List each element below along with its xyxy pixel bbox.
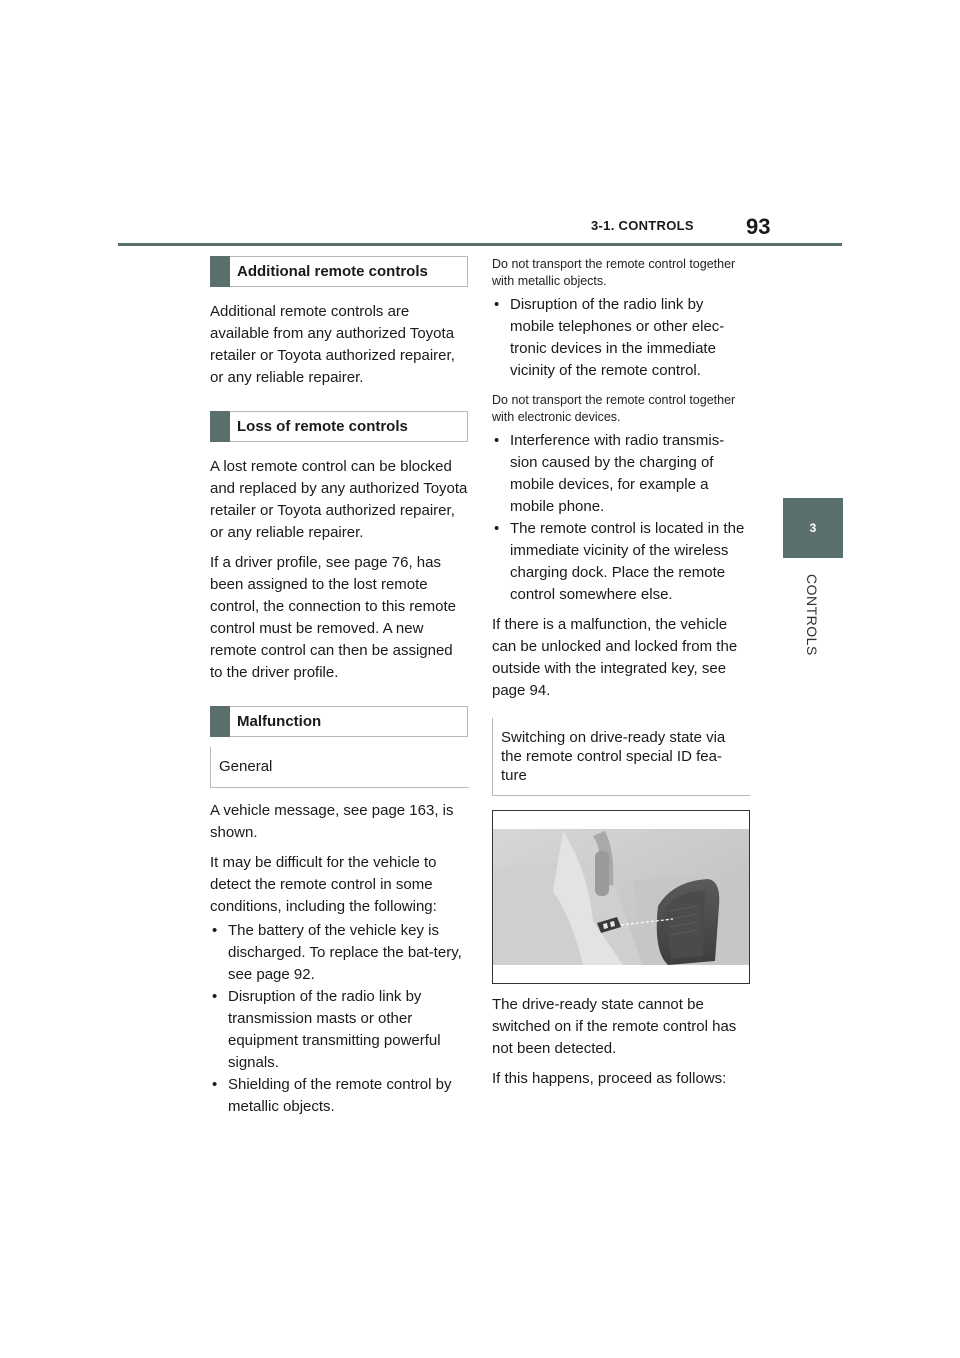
list-item: • Shielding of the remote control by metallic objects.	[210, 1074, 468, 1118]
paragraph: Additional remote controls are available from any authorized Toyota retailer or Toyota authorized repairer, or any reliable repairer.	[210, 303, 455, 386]
chapter-label: CONTROLS	[804, 574, 820, 656]
subheading-drive-ready: Switching on drive-ready state via the remote control special ID fea-ture	[492, 718, 750, 796]
list-item: • The battery of the vehicle key is discharged. To replace the bat-tery, see page 92.	[210, 920, 468, 986]
section-title: 3-1. CONTROLS	[591, 218, 694, 233]
heading-marker	[210, 706, 230, 737]
heading-additional-remote-controls	[210, 256, 468, 287]
list-item: • Disruption of the radio link by transmission masts or other equipment transmitting powerful signals.	[210, 986, 468, 1074]
page-number: 93	[746, 214, 771, 239]
note: Do not transport the remote control together with metallic objects.	[492, 257, 736, 288]
dashboard-illustration	[492, 810, 750, 984]
paragraph: It may be difficult for the vehicle to detect the remote control in some conditions, including the following:	[210, 854, 437, 915]
list-item: • Disruption of the radio link by mobile telephones or other elec-tronic devices in the immediate vicinity of the remote control.	[492, 294, 750, 382]
right-column	[492, 256, 750, 1098]
list-item: • Interference with radio transmis-sion caused by the charging of mobile devices, for example a mobile phone.	[492, 430, 750, 518]
heading-text: Loss of remote controls	[237, 418, 408, 435]
bullet-list	[492, 294, 750, 382]
left-column	[210, 256, 468, 1126]
heading-marker	[210, 256, 230, 287]
paragraph: A lost remote control can be blocked and replaced by any authorized Toyota retailer or Toyota authorized repairer, or any reliable repairer.	[210, 458, 468, 541]
chapter-number: 3	[809, 521, 817, 535]
chapter-tab	[783, 498, 843, 558]
paragraph: If there is a malfunction, the vehicle can be unlocked and locked from the outside with the integrated key, see page 94.	[492, 616, 738, 699]
heading-marker	[210, 411, 230, 442]
bullet-list	[210, 920, 468, 1118]
paragraph: If a driver profile, see page 76, has been assigned to the lost remote control, the connection to this remote control must be removed. A new remote control can then be assigned to the driver profile.	[210, 554, 456, 681]
header-divider	[118, 243, 842, 246]
list-item: • The remote control is located in the immediate vicinity of the wireless charging dock. Place the remote control somewhere else.	[492, 518, 750, 606]
paragraph: The drive-ready state cannot be switched on if the remote control has not been detected.	[492, 996, 737, 1057]
bullet-list	[492, 430, 750, 606]
heading-malfunction	[210, 706, 468, 737]
dashboard-drawing	[493, 811, 750, 984]
note: Do not transport the remote control together with electronic devices.	[492, 393, 736, 424]
heading-loss-of-remote-controls	[210, 411, 468, 442]
paragraph: A vehicle message, see page 163, is shown.	[210, 802, 454, 841]
heading-text: Additional remote controls	[237, 263, 428, 280]
subheading-general: General	[210, 747, 469, 788]
heading-text: Malfunction	[237, 713, 322, 730]
paragraph: If this happens, proceed as follows:	[492, 1070, 727, 1087]
